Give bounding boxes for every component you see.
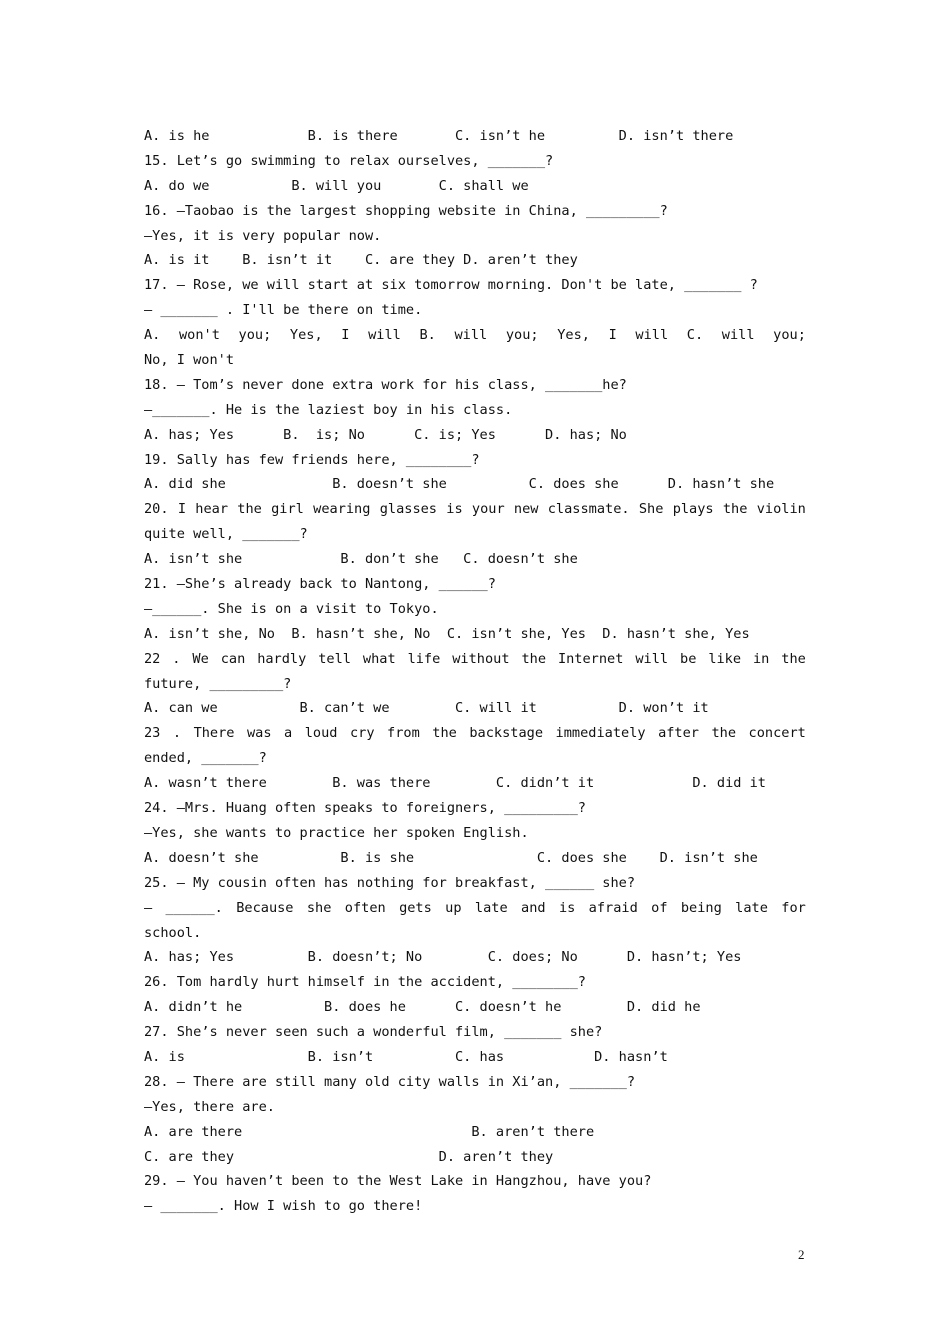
dialogue-line: — _______. How I wish to go there!: [144, 1198, 423, 1215]
question-line: 15. Let’s go swimming to relax ourselves, _______?: [144, 152, 554, 169]
dialogue-line: — ______. Because she often gets up late and is afraid of being late for: [144, 899, 806, 916]
dialogue-line: —______. She is on a visit to Tokyo.: [144, 600, 439, 617]
option-line: A. isn’t she, No B. hasn’t she, No C. isn’t she, Yes D. hasn’t she, Yes: [144, 625, 750, 642]
option-line: A. did she B. doesn’t she C. does she D. hasn’t she: [144, 476, 775, 493]
question-line: 20. I hear the girl wearing glasses is your new classmate. She plays the violin: [144, 501, 806, 518]
question-line: 23 . There was a loud cry from the backstage immediately after the concert: [144, 725, 806, 742]
dialogue-line: school.: [144, 924, 202, 941]
option-line: A. isn’t she B. don’t she C. doesn’t she: [144, 551, 578, 568]
document-body: [144, 124, 806, 1219]
question-line: 21. —She’s already back to Nantong, ______?: [144, 576, 496, 593]
question-line: 25. — My cousin often has nothing for breakfast, ______ she?: [144, 874, 636, 891]
question-line: 26. Tom hardly hurt himself in the accident, ________?: [144, 974, 586, 991]
question-line: 19. Sally has few friends here, ________?: [144, 451, 480, 468]
question-line: 16. –Taobao is the largest shopping website in China, _________?: [144, 202, 668, 219]
option-line: A. is he B. is there C. isn’t he D. isn’t there: [144, 128, 734, 144]
question-line: ended, _______?: [144, 750, 267, 767]
option-line: A. doesn’t she B. is she C. does she D. isn’t she: [144, 849, 758, 866]
option-line: A. can we B. can’t we C. will it D. won’t it: [144, 700, 709, 717]
option-line: A. is it B. isn’t it C. are they D. aren’t they: [144, 252, 578, 269]
question-line: 27. She’s never seen such a wonderful film, _______ she?: [144, 1024, 603, 1041]
option-line: No, I won't: [144, 352, 235, 369]
option-line: A. has; Yes B. doesn’t; No C. does; No D. hasn’t; Yes: [144, 949, 742, 966]
dialogue-line: — _______ . I'll be there on time.: [144, 302, 423, 319]
option-line: A. didn’t he B. does he C. doesn’t he D. did he: [144, 999, 701, 1016]
option-line: A. won't you; Yes, I will B. will you; Yes, I will C. will you;: [144, 327, 806, 344]
dialogue-line: —Yes, there are.: [144, 1098, 275, 1115]
dialogue-line: —_______. He is the laziest boy in his class.: [144, 401, 513, 418]
dialogue-line: –Yes, she wants to practice her spoken English.: [144, 824, 529, 841]
option-line: A. has; Yes B. is; No C. is; Yes D. has; No: [144, 426, 627, 443]
option-line: A. wasn’t there B. was there C. didn’t it D. did it: [144, 775, 766, 792]
option-line: C. are they D. aren’t they: [144, 1148, 554, 1165]
question-line: 24. –Mrs. Huang often speaks to foreigners, _________?: [144, 800, 586, 817]
page-number: 2: [798, 1247, 805, 1262]
question-line: 17. — Rose, we will start at six tomorrow morning. Don't be late, _______ ?: [144, 277, 758, 294]
question-line: 28. — There are still many old city walls in Xi’an, _______?: [144, 1073, 636, 1090]
dialogue-line: –Yes, it is very popular now.: [144, 227, 382, 244]
question-line: 29. — You haven’t been to the West Lake in Hangzhou, have you?: [144, 1173, 652, 1190]
option-line: A. do we B. will you C. shall we: [144, 177, 529, 194]
question-line: quite well, _______?: [144, 526, 308, 543]
question-line: future, _________?: [144, 675, 292, 692]
question-line: 18. — Tom’s never done extra work for his class, _______he?: [144, 376, 627, 393]
option-line: A. are there B. aren’t there: [144, 1123, 595, 1140]
question-line: 22 . We can hardly tell what life without the Internet will be like in the: [144, 650, 806, 667]
option-line: A. is B. isn’t C. has D. hasn’t: [144, 1048, 668, 1065]
